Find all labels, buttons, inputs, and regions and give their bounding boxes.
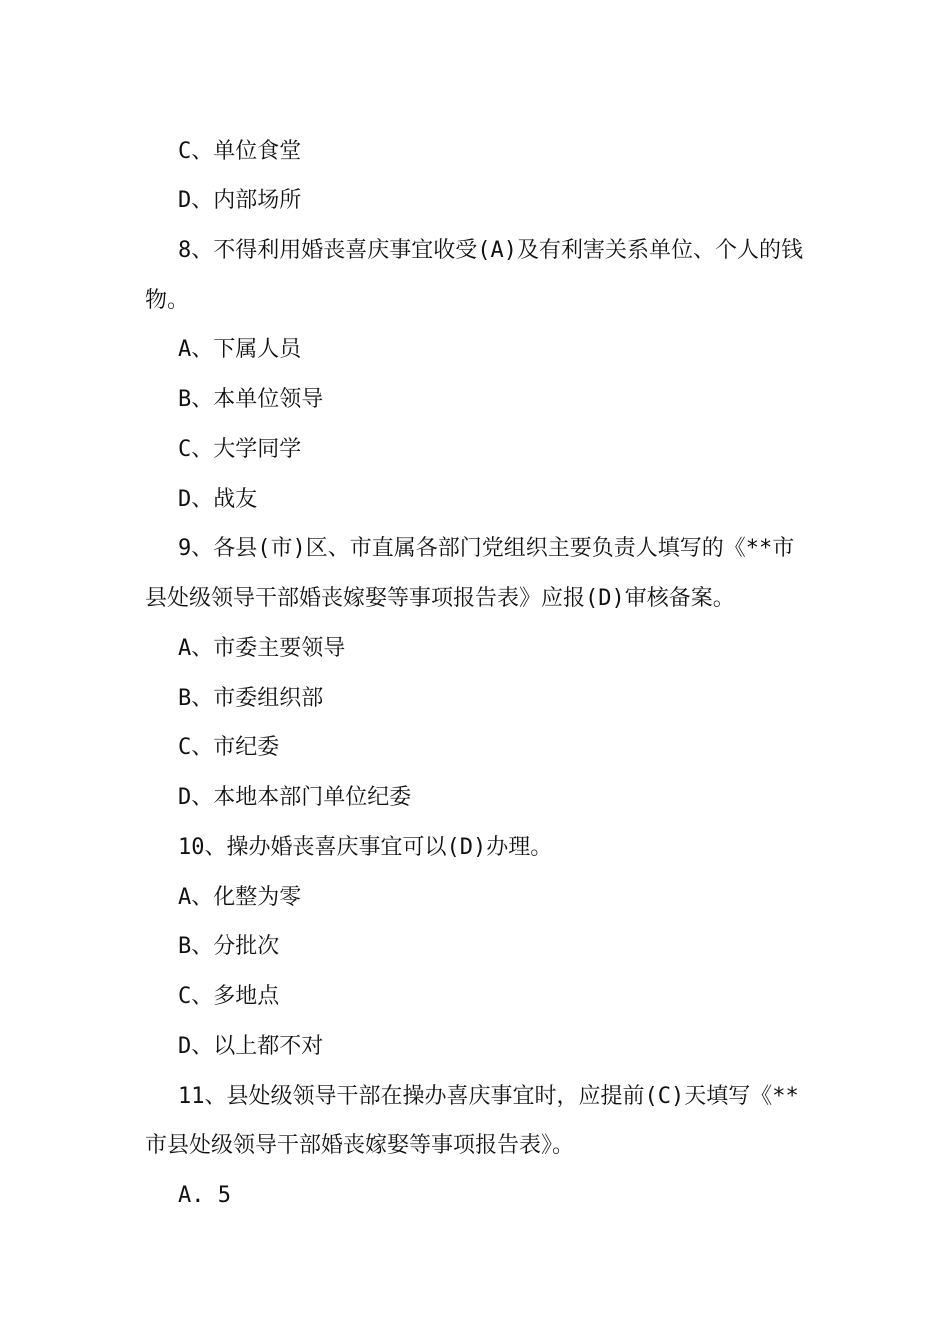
question-9-line-2: 县处级领导干部婚丧嫁娶等事项报告表》应报(D)审核备案。 <box>145 586 735 611</box>
option-b-q8: B、本单位领导 <box>178 387 324 412</box>
question-11-line-1: 11、县处级领导干部在操办喜庆事宜时，应提前(C)天填写《** <box>178 1084 799 1109</box>
option-d-q10: D、以上都不对 <box>178 1034 324 1059</box>
option-b-q10: B、分批次 <box>178 934 280 959</box>
option-c-q8: C、大学同学 <box>178 437 302 462</box>
option-a-q9: A、市委主要领导 <box>178 636 346 661</box>
option-d-q8: D、战友 <box>178 487 258 512</box>
question-9-line-1: 9、各县(市)区、市直属各部门党组织主要负责人填写的《**市 <box>178 536 795 561</box>
option-c-q9: C、市纪委 <box>178 735 280 760</box>
option-a-q8: A、下属人员 <box>178 337 302 362</box>
option-a-q11: A. 5 <box>178 1183 231 1208</box>
option-b-q9: B、市委组织部 <box>178 686 324 711</box>
question-11-line-2: 市县处级领导干部婚丧嫁娶等事项报告表》。 <box>145 1133 575 1158</box>
option-c-q10: C、多地点 <box>178 984 280 1009</box>
question-10: 10、操办婚丧喜庆事宜可以(D)办理。 <box>178 835 553 860</box>
option-d-q7: D、内部场所 <box>178 188 302 213</box>
question-8-line-2: 物。 <box>145 288 190 313</box>
option-c-q7: C、单位食堂 <box>178 139 302 164</box>
question-8-line-1: 8、不得利用婚丧喜庆事宜收受(A)及有利害关系单位、个人的钱 <box>178 238 803 263</box>
option-d-q9: D、本地本部门单位纪委 <box>178 785 412 810</box>
option-a-q10: A、化整为零 <box>178 885 302 910</box>
